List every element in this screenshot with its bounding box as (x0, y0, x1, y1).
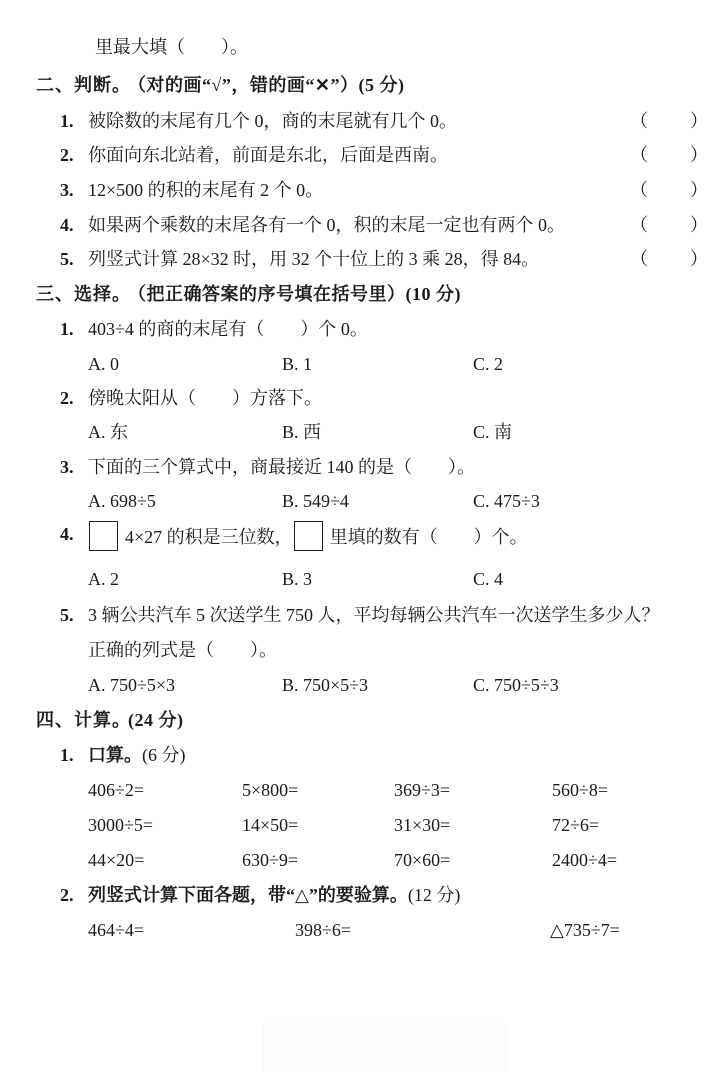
oral-calc-num: 1. (60, 745, 74, 765)
choice-options (0, 419, 728, 447)
oral-calc-item: 5×800= (242, 780, 299, 800)
section-heading-choice (0, 281, 728, 309)
section-choice-title: 三、选择。 (36, 284, 131, 304)
section-heading-judge (0, 72, 728, 100)
section-calc-title: 四、计算。 (36, 710, 131, 730)
answer-bracket: （ ） (630, 215, 710, 235)
scan-artifact (262, 1023, 507, 1072)
oral-calc-title (0, 742, 728, 770)
section-calc-note: (24 分) (128, 710, 184, 730)
fill-blank-text: 里最大填（ ）。 (95, 37, 248, 57)
judge-item-num: 4. (60, 215, 74, 235)
q4-text-end: 里填的数有（ ）个。 (329, 527, 528, 547)
choice-option-a: A. 2 (88, 569, 119, 589)
choice-option-c: C. 475÷3 (473, 491, 540, 511)
judge-item (0, 212, 728, 240)
choice-option-c: C. 750÷5÷3 (473, 675, 559, 695)
oral-calc-label-score: (6 分) (142, 745, 186, 765)
judge-item-text: 12×500 的积的末尾有 2 个 0。 (88, 180, 324, 200)
judge-item-num: 2. (60, 145, 74, 165)
section-judge-note: （对的画“√”，错的画“✕”）(5 分) (128, 75, 405, 95)
choice-option-b: B. 1 (282, 354, 313, 374)
choice-question-num: 5. (60, 605, 74, 625)
vertical-calc-label-main: 列竖式计算下面各题，带“△”的要验算。 (88, 885, 408, 905)
fill-blank-line (0, 34, 728, 62)
section-heading-calc (0, 707, 728, 735)
judge-item-text: 如果两个乘数的末尾各有一个 0，积的末尾一定也有两个 0。 (88, 215, 565, 235)
judge-item-num: 3. (60, 180, 74, 200)
judge-item-num: 5. (60, 249, 74, 269)
oral-calc-item: 369÷3= (394, 780, 451, 800)
choice-question-line1: 3 辆公共汽车 5 次送学生 750 人，平均每辆公共汽车一次送学生多少人？ (88, 605, 660, 625)
choice-question-continued (0, 637, 728, 665)
choice-question-num: 4. (60, 524, 74, 544)
choice-question-line2: 正确的列式是（ ）。 (88, 640, 277, 660)
oral-calc-row (0, 847, 728, 875)
choice-option-a: A. 698÷5 (88, 491, 156, 511)
choice-option-a: A. 东 (88, 422, 128, 442)
vertical-calc-num: 2. (60, 885, 74, 905)
oral-calc-row (0, 777, 728, 805)
choice-option-b: B. 549÷4 (282, 491, 349, 511)
judge-item (0, 177, 728, 205)
section-choice-note: （把正确答案的序号填在括号里）(10 分) (128, 284, 461, 304)
oral-calc-item: 70×60= (394, 850, 451, 870)
choice-question-text: 傍晚太阳从（ ）方落下。 (88, 388, 322, 408)
oral-calc-item: 14×50= (242, 815, 299, 835)
oral-calc-label (88, 742, 186, 768)
choice-question-text: 下面的三个算式中，商最接近 140 的是（ ）。 (88, 457, 475, 477)
oral-calc-item: 406÷2= (88, 780, 145, 800)
oral-calc-item: 3000÷5= (88, 815, 154, 835)
choice-question-num: 2. (60, 388, 74, 408)
q4-text-mid: 4×27 的积是三位数， (125, 527, 293, 547)
digit-box (89, 521, 118, 551)
choice-option-b: B. 3 (282, 569, 313, 589)
section-judge-title: 二、判断。 (36, 75, 131, 95)
choice-question-num: 3. (60, 457, 74, 477)
choice-question-text: 403÷4 的商的末尾有（ ）个 0。 (88, 319, 368, 339)
answer-bracket: （ ） (630, 180, 710, 200)
vertical-calc-label-score: (12 分) (407, 885, 461, 905)
vertical-calc-row (0, 917, 728, 945)
choice-question-text (88, 521, 528, 551)
choice-question (0, 316, 728, 344)
choice-question (0, 454, 728, 482)
choice-options (0, 351, 728, 379)
vertical-calc-label (88, 882, 460, 908)
choice-option-b: B. 750×5÷3 (282, 675, 369, 695)
choice-options (0, 488, 728, 516)
choice-question (0, 602, 728, 630)
choice-question (0, 385, 728, 413)
oral-calc-item: 44×20= (88, 850, 145, 870)
oral-calc-item: 630÷9= (242, 850, 299, 870)
judge-item (0, 142, 728, 170)
choice-options (0, 672, 728, 700)
oral-calc-label-main: 口算。 (88, 745, 142, 765)
oral-calc-item: 31×30= (394, 815, 451, 835)
vertical-calc-item: 398÷6= (295, 920, 352, 940)
judge-item-num: 1. (60, 111, 74, 131)
oral-calc-row (0, 812, 728, 840)
choice-question (0, 521, 728, 557)
choice-question-num: 1. (60, 319, 74, 339)
answer-bracket: （ ） (630, 145, 710, 165)
answer-bracket: （ ） (630, 111, 710, 131)
choice-option-c: C. 南 (473, 422, 513, 442)
answer-bracket: （ ） (630, 249, 710, 269)
choice-option-c: C. 2 (473, 354, 504, 374)
choice-option-b: B. 西 (282, 422, 322, 442)
judge-item (0, 246, 728, 274)
vertical-calc-item: 464÷4= (88, 920, 145, 940)
judge-item-text: 列竖式计算 28×32 时，用 32 个十位上的 3 乘 28，得 84。 (88, 249, 540, 269)
choice-option-a: A. 750÷5×3 (88, 675, 176, 695)
choice-option-c: C. 4 (473, 569, 504, 589)
oral-calc-item: 2400÷4= (552, 850, 618, 870)
vertical-calc-item: △735÷7= (550, 920, 620, 940)
vertical-calc-title (0, 882, 728, 910)
choice-option-a: A. 0 (88, 354, 119, 374)
digit-box (294, 521, 323, 551)
oral-calc-item: 72÷6= (552, 815, 600, 835)
oral-calc-item: 560÷8= (552, 780, 609, 800)
judge-item-text: 被除数的末尾有几个 0，商的末尾就有几个 0。 (88, 111, 457, 131)
judge-item (0, 108, 728, 136)
choice-options (0, 566, 728, 594)
judge-item-text: 你面向东北站着，前面是东北，后面是西南。 (88, 145, 448, 165)
